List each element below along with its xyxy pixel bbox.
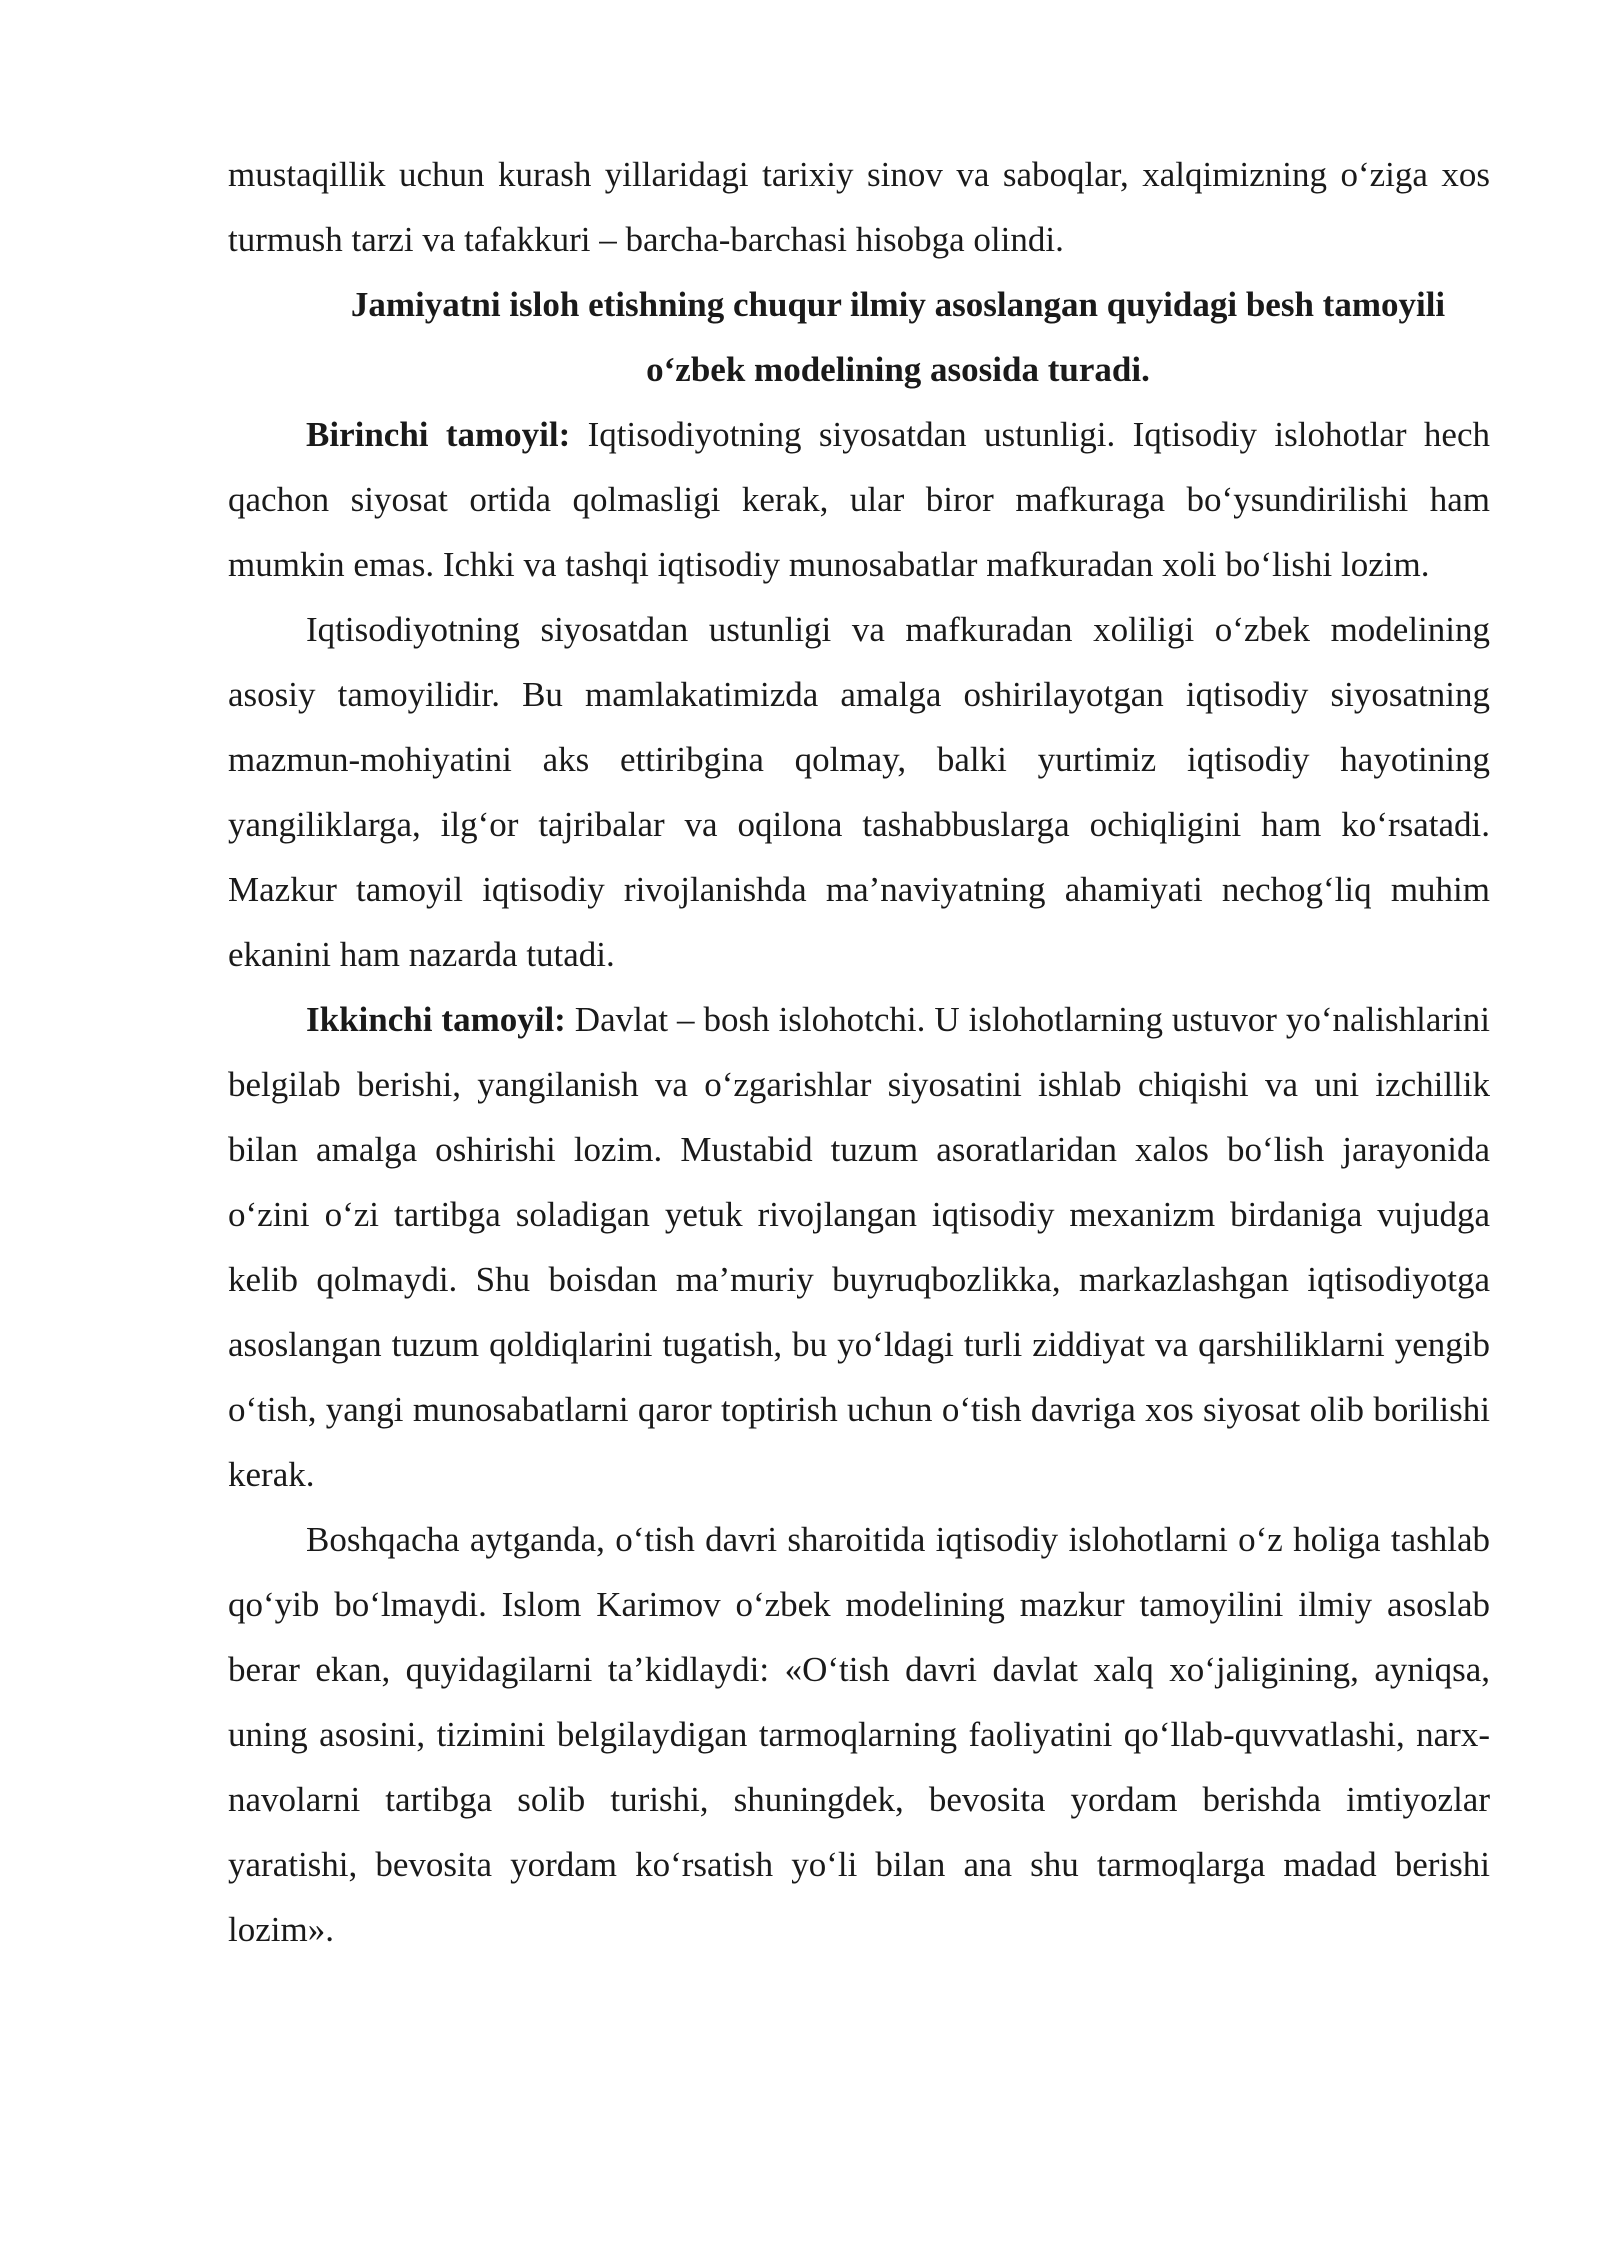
section-heading: Jamiyatni isloh etishning chuqur ilmiy asoslangan quyidagi besh tamoyili o‘zbek modelining asosida turadi. — [350, 285, 1446, 389]
second-principle-term: Ikkinchi tamoyil: — [306, 1000, 566, 1039]
paragraph-first-principle-explanation: Iqtisodiyotning siyosatdan ustunligi va mafkuradan xoliligi o‘zbek modelining asosiy tamoyilidir. Bu mamlakatimizda amalga oshirilayotgan iqtisodiy siyosatning mazmun-mohiyatini aks ettiribgina qolmay, balki yurtimiz iqtisodiy hayotining yangiliklarga, ilg‘or tajribalar va oqilona tashabbuslarga ochiqligini ham ko‘rsatadi. Mazkur tamoyil iqtisodiy rivojlanishda ma’naviyatning ahamiyati nechog‘liq muhim ekanini ham nazarda tutadi. — [228, 610, 1490, 974]
first-principle-term: Birinchi tamoyil: — [306, 415, 571, 454]
paragraph-continuation: mustaqillik uchun kurash yillaridagi tarixiy sinov va saboqlar, xalqimizning o‘ziga xos turmush tarzi va tafakkuri – barcha-barchasi hisobga olindi. — [228, 155, 1490, 259]
first-principle-text: Iqtisodiyotning siyosatdan ustunligi. Iqtisodiy islohotlar hech qachon siyosat ortida qolmasligi kerak, ular biror mafkuraga bo‘ysundirilishi ham mumkin emas. Ichki va tashqi iqtisodiy munosabatlar mafkuradan xoli bo‘lishi lozim. — [228, 415, 1490, 584]
second-principle-text: Davlat – bosh islohotchi. U islohotlarning ustuvor yo‘nalishlarini belgilab berishi, yangilanish va o‘zgarishlar siyosatini ishlab chiqishi va uni izchillik bilan amalga oshirishi lozim. Mustabid tuzum asoratlaridan xalos bo‘lish jarayonida o‘zini o‘zi tartibga soladigan yetuk rivojlangan iqtisodiy mexanizm birdaniga vujudga kelib qolmaydi. Shu boisdan ma’muriy buyruqbozlikka, markazlashgan iqtisodiyotga asoslangan tuzum qoldiqlarini tugatish, bu yo‘ldagi turli ziddiyat va qarshiliklarni yengib o‘tish, yangi munosabatlarni qaror toptirish uchun o‘tish davriga xos siyosat olib borilishi kerak. — [228, 1000, 1490, 1494]
paragraph-second-principle-explanation: Boshqacha aytganda, o‘tish davri sharoitida iqtisodiy islohotlarni o‘z holiga tashlab qo‘yib bo‘lmaydi. Islom Karimov o‘zbek modelining mazkur tamoyilini ilmiy asoslab berar ekan, quyidagilarni ta’kidlaydi: «O‘tish davri davlat xalq xo‘jaligining, ayniqsa, uning asosini, tizimini belgilaydigan tarmoqlarning faoliyatini qo‘llab-quvvatlashi, narx-navolarni tartibga solib turishi, shuningdek, bevosita yordam berishda imtiyozlar yaratishi, bevosita yordam ko‘rsatish yo‘li bilan ana shu tarmoqlarga madad berishi lozim». — [228, 1520, 1490, 1949]
paragraph-first-principle — [228, 402, 1490, 597]
paragraph-second-principle — [228, 987, 1490, 1507]
document-page — [228, 142, 1490, 1962]
